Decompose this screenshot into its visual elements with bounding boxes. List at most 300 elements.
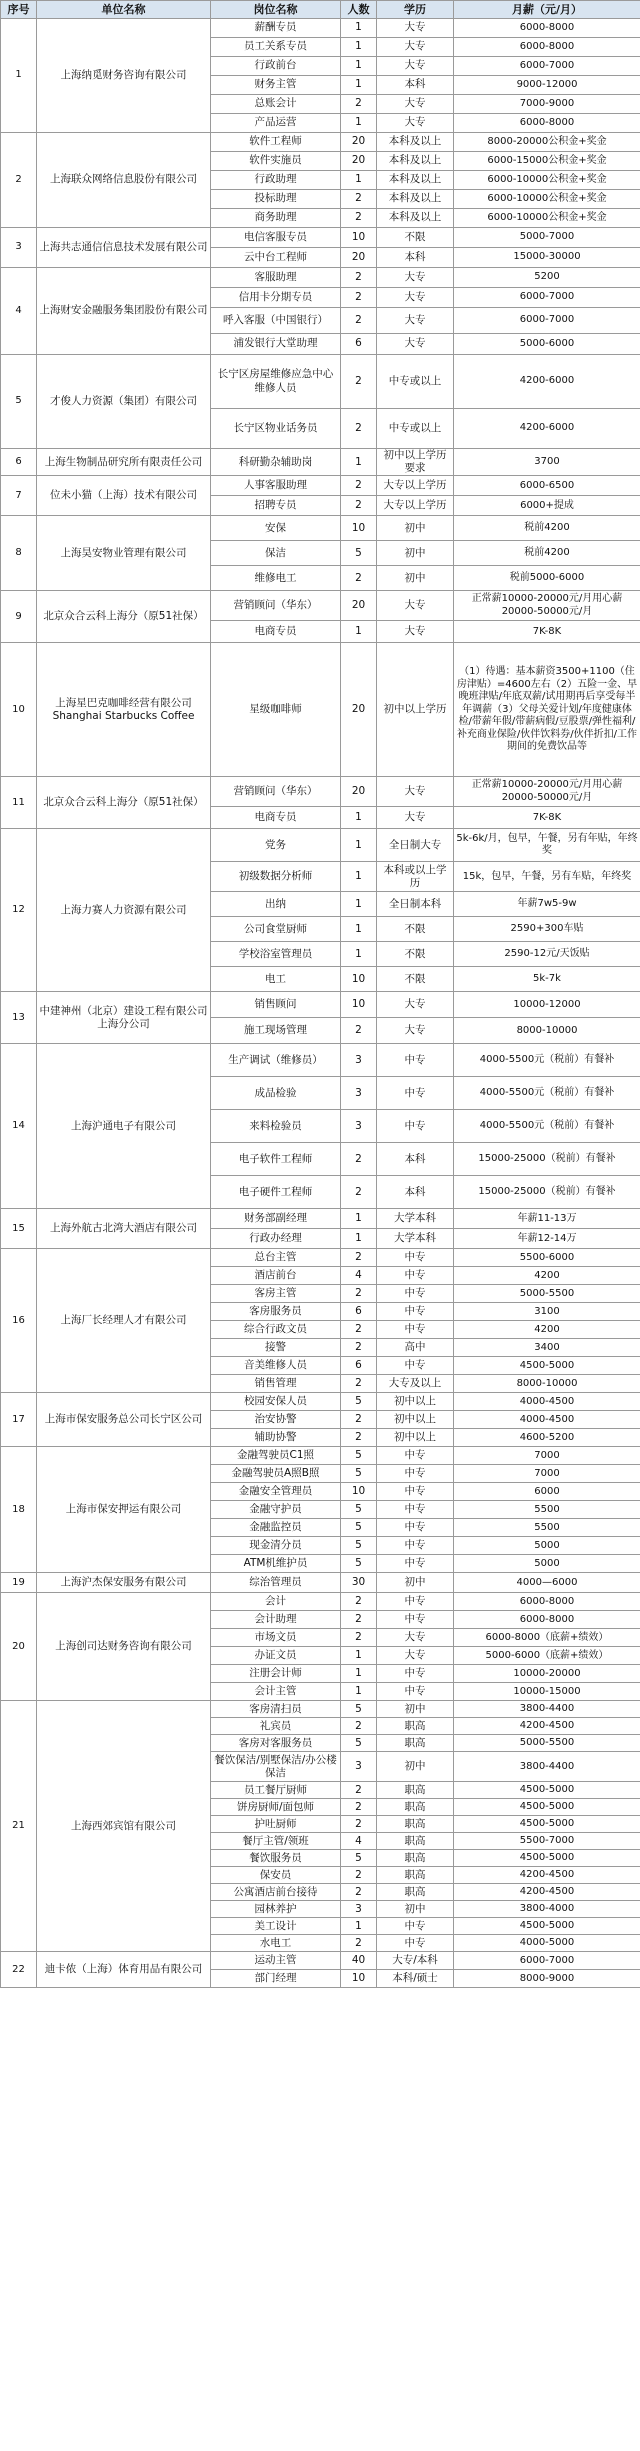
cell-count: 10 xyxy=(341,1483,377,1501)
table-row xyxy=(1,1209,640,1229)
cell-education: 本科及以上 xyxy=(377,190,454,209)
cell-salary: 6000-7000 xyxy=(454,308,640,334)
cell-seq: 8 xyxy=(1,516,37,591)
cell-education: 职高 xyxy=(377,1867,454,1884)
cell-position: 电信客服专员 xyxy=(211,228,341,248)
cell-count: 5 xyxy=(341,1501,377,1519)
cell-salary: 6000-8000 xyxy=(454,114,640,133)
cell-position: 接警 xyxy=(211,1339,341,1357)
cell-count: 6 xyxy=(341,334,377,355)
cell-salary: 2590+300车贴 xyxy=(454,917,640,942)
cell-education: 中专 xyxy=(377,1537,454,1555)
cell-education: 中专 xyxy=(377,1077,454,1110)
cell-education: 初中 xyxy=(377,541,454,566)
cell-position: 信用卡分期专员 xyxy=(211,288,341,308)
cell-position: 餐饮保洁/别墅保洁/办公楼保洁 xyxy=(211,1752,341,1782)
cell-count: 20 xyxy=(341,152,377,171)
cell-position: 会计 xyxy=(211,1593,341,1611)
cell-salary: 4500-5000 xyxy=(454,1816,640,1833)
cell-education: 全日制本科 xyxy=(377,892,454,917)
cell-education: 中专 xyxy=(377,1110,454,1143)
cell-count: 2 xyxy=(341,1339,377,1357)
cell-salary: 5500-7000 xyxy=(454,1833,640,1850)
header-position: 岗位名称 xyxy=(211,1,341,19)
table-row xyxy=(1,1701,640,1718)
cell-education: 中专 xyxy=(377,1249,454,1267)
cell-count: 10 xyxy=(341,967,377,992)
table-row xyxy=(1,1447,640,1465)
cell-seq: 14 xyxy=(1,1044,37,1209)
cell-salary: 6000-8000 xyxy=(454,38,640,57)
cell-education: 中专或以上 xyxy=(377,355,454,409)
cell-company: 上海市保安服务总公司长宁区公司 xyxy=(37,1393,211,1447)
cell-count: 10 xyxy=(341,228,377,248)
cell-position: 财务部副经理 xyxy=(211,1209,341,1229)
table-row xyxy=(1,777,640,807)
cell-education: 中专 xyxy=(377,1044,454,1077)
cell-education: 初中以上 xyxy=(377,1393,454,1411)
cell-count: 2 xyxy=(341,1718,377,1735)
cell-education: 大专 xyxy=(377,308,454,334)
cell-count: 1 xyxy=(341,807,377,829)
cell-count: 20 xyxy=(341,591,377,621)
cell-company: 才俊人力资源（集团）有限公司 xyxy=(37,355,211,449)
cell-count: 2 xyxy=(341,308,377,334)
cell-count: 2 xyxy=(341,1593,377,1611)
cell-count: 1 xyxy=(341,1209,377,1229)
cell-position: 星级咖啡师 xyxy=(211,643,341,777)
cell-salary: 5000-5500 xyxy=(454,1285,640,1303)
cell-position: 公司食堂厨师 xyxy=(211,917,341,942)
cell-count: 1 xyxy=(341,942,377,967)
cell-count: 2 xyxy=(341,1411,377,1429)
cell-position: 综治管理员 xyxy=(211,1573,341,1593)
cell-position: 总账会计 xyxy=(211,95,341,114)
cell-salary: 4200 xyxy=(454,1267,640,1285)
cell-salary: 4500-5000 xyxy=(454,1918,640,1935)
cell-salary: 5000-5500 xyxy=(454,1735,640,1752)
cell-salary: 6000-7000 xyxy=(454,288,640,308)
cell-education: 职高 xyxy=(377,1718,454,1735)
cell-position: 客房服务员 xyxy=(211,1303,341,1321)
cell-education: 大专 xyxy=(377,57,454,76)
cell-count: 20 xyxy=(341,777,377,807)
cell-position: 辅助协警 xyxy=(211,1429,341,1447)
cell-count: 2 xyxy=(341,1867,377,1884)
cell-position: 维修电工 xyxy=(211,566,341,591)
cell-company: 北京众合云科上海分（原51社保） xyxy=(37,591,211,643)
cell-salary: 4200 xyxy=(454,1321,640,1339)
cell-education: 不限 xyxy=(377,917,454,942)
cell-count: 5 xyxy=(341,1393,377,1411)
cell-seq: 10 xyxy=(1,643,37,777)
cell-salary: 3700 xyxy=(454,449,640,476)
cell-salary: 8000-20000公积金+奖金 xyxy=(454,133,640,152)
cell-education: 职高 xyxy=(377,1833,454,1850)
cell-education: 中专 xyxy=(377,1501,454,1519)
cell-education: 初中 xyxy=(377,566,454,591)
cell-company: 北京众合云科上海分（原51社保） xyxy=(37,777,211,829)
cell-salary: 4000-5000 xyxy=(454,1935,640,1952)
cell-salary: 8000-10000 xyxy=(454,1375,640,1393)
cell-education: 初中以上学历 xyxy=(377,643,454,777)
cell-position: 水电工 xyxy=(211,1935,341,1952)
cell-salary: 5000 xyxy=(454,1555,640,1573)
cell-position: 电子软件工程师 xyxy=(211,1143,341,1176)
cell-salary: 4500-5000 xyxy=(454,1799,640,1816)
cell-salary: 10000-12000 xyxy=(454,992,640,1018)
cell-count: 2 xyxy=(341,1249,377,1267)
cell-position: 护吐厨师 xyxy=(211,1816,341,1833)
cell-count: 5 xyxy=(341,1465,377,1483)
cell-count: 2 xyxy=(341,1321,377,1339)
cell-salary: 15000-25000（税前）有餐补 xyxy=(454,1176,640,1209)
cell-salary: 4500-5000 xyxy=(454,1782,640,1799)
cell-count: 2 xyxy=(341,209,377,228)
cell-salary: 4200-4500 xyxy=(454,1718,640,1735)
cell-salary: 5500 xyxy=(454,1501,640,1519)
cell-position: 电商专员 xyxy=(211,621,341,643)
cell-salary: 5000-7000 xyxy=(454,228,640,248)
cell-position: 呼入客服（中国银行） xyxy=(211,308,341,334)
cell-position: 科研勤杂辅助岗 xyxy=(211,449,341,476)
cell-position: 金融驾驶员C1照 xyxy=(211,1447,341,1465)
table-body xyxy=(1,19,640,1988)
cell-position: 学校浴室管理员 xyxy=(211,942,341,967)
cell-company: 上海昊安物业管理有限公司 xyxy=(37,516,211,591)
cell-seq: 17 xyxy=(1,1393,37,1447)
cell-position: 金融监控员 xyxy=(211,1519,341,1537)
cell-salary: 5200 xyxy=(454,268,640,288)
cell-company: 上海联众网络信息股份有限公司 xyxy=(37,133,211,228)
cell-seq: 7 xyxy=(1,476,37,516)
cell-count: 2 xyxy=(341,355,377,409)
cell-count: 2 xyxy=(341,1816,377,1833)
cell-salary: 6000+提成 xyxy=(454,496,640,516)
cell-education: 中专 xyxy=(377,1519,454,1537)
cell-company: 上海厂长经理人才有限公司 xyxy=(37,1249,211,1393)
cell-education: 本科 xyxy=(377,1176,454,1209)
cell-count: 1 xyxy=(341,1683,377,1701)
cell-count: 2 xyxy=(341,288,377,308)
cell-count: 2 xyxy=(341,1884,377,1901)
cell-company: 上海星巴克咖啡经营有限公司 Shanghai Starbucks Coffee xyxy=(37,643,211,777)
cell-education: 初中以上学历要求 xyxy=(377,449,454,476)
cell-seq: 16 xyxy=(1,1249,37,1393)
cell-education: 初中 xyxy=(377,516,454,541)
cell-education: 大专 xyxy=(377,95,454,114)
cell-education: 大专 xyxy=(377,1629,454,1647)
table-row xyxy=(1,228,640,248)
cell-salary: 税前5000-6000 xyxy=(454,566,640,591)
cell-count: 1 xyxy=(341,862,377,892)
cell-company: 上海沪杰保安服务有限公司 xyxy=(37,1573,211,1593)
cell-position: 财务主管 xyxy=(211,76,341,95)
cell-salary: 15000-30000 xyxy=(454,248,640,268)
cell-count: 1 xyxy=(341,1918,377,1935)
cell-position: 注册会计师 xyxy=(211,1665,341,1683)
cell-salary: 4200-6000 xyxy=(454,409,640,449)
cell-position: 销售顾问 xyxy=(211,992,341,1018)
cell-count: 3 xyxy=(341,1110,377,1143)
cell-count: 5 xyxy=(341,1555,377,1573)
cell-salary: 5000-6000（底薪+绩效） xyxy=(454,1647,640,1665)
cell-education: 本科 xyxy=(377,76,454,95)
cell-education: 大专/本科 xyxy=(377,1952,454,1970)
cell-count: 1 xyxy=(341,76,377,95)
cell-salary: 5000-6000 xyxy=(454,334,640,355)
cell-seq: 9 xyxy=(1,591,37,643)
cell-count: 20 xyxy=(341,248,377,268)
cell-education: 中专 xyxy=(377,1611,454,1629)
cell-education: 职高 xyxy=(377,1816,454,1833)
header-company: 单位名称 xyxy=(37,1,211,19)
cell-salary: 税前4200 xyxy=(454,516,640,541)
cell-count: 1 xyxy=(341,57,377,76)
cell-position: 饼房厨师/面包师 xyxy=(211,1799,341,1816)
cell-education: 不限 xyxy=(377,967,454,992)
cell-salary: 6000-8000（底薪+绩效） xyxy=(454,1629,640,1647)
cell-salary: 年薪12-14万 xyxy=(454,1229,640,1249)
cell-salary: 6000-7000 xyxy=(454,1952,640,1970)
cell-company: 上海财安金融服务集团股份有限公司 xyxy=(37,268,211,355)
cell-salary: 6000-8000 xyxy=(454,19,640,38)
cell-salary: 5500-6000 xyxy=(454,1249,640,1267)
cell-education: 初中 xyxy=(377,1752,454,1782)
cell-education: 中专 xyxy=(377,1935,454,1952)
cell-position: 营销顾问（华东） xyxy=(211,777,341,807)
cell-count: 3 xyxy=(341,1077,377,1110)
cell-salary: 4200-4500 xyxy=(454,1884,640,1901)
cell-position: 金融守护员 xyxy=(211,1501,341,1519)
cell-education: 本科/硕士 xyxy=(377,1970,454,1988)
header-seq: 序号 xyxy=(1,1,37,19)
cell-company: 上海纳觅财务咨询有限公司 xyxy=(37,19,211,133)
cell-seq: 18 xyxy=(1,1447,37,1573)
cell-salary: 6000-8000 xyxy=(454,1593,640,1611)
cell-salary: 5k-7k xyxy=(454,967,640,992)
cell-count: 3 xyxy=(341,1044,377,1077)
cell-salary: 6000-6500 xyxy=(454,476,640,496)
table-row xyxy=(1,1573,640,1593)
cell-position: 会计主管 xyxy=(211,1683,341,1701)
cell-position: 公寓酒店前台接待 xyxy=(211,1884,341,1901)
cell-position: 薪酬专员 xyxy=(211,19,341,38)
cell-seq: 4 xyxy=(1,268,37,355)
cell-education: 大专 xyxy=(377,38,454,57)
cell-education: 不限 xyxy=(377,942,454,967)
cell-position: 电商专员 xyxy=(211,807,341,829)
cell-education: 大专以上学历 xyxy=(377,496,454,516)
cell-count: 2 xyxy=(341,566,377,591)
cell-position: 会计助理 xyxy=(211,1611,341,1629)
table-row xyxy=(1,133,640,152)
cell-education: 中专 xyxy=(377,1285,454,1303)
cell-position: 酒店前台 xyxy=(211,1267,341,1285)
cell-count: 2 xyxy=(341,1018,377,1044)
cell-salary: 6000 xyxy=(454,1483,640,1501)
cell-count: 5 xyxy=(341,1519,377,1537)
table-row xyxy=(1,1593,640,1611)
header-salary: 月薪（元/月） xyxy=(454,1,640,19)
table-row xyxy=(1,591,640,621)
cell-seq: 22 xyxy=(1,1952,37,1988)
cell-position: 行政前台 xyxy=(211,57,341,76)
cell-position: 餐厅主管/领班 xyxy=(211,1833,341,1850)
cell-count: 1 xyxy=(341,829,377,862)
cell-education: 职高 xyxy=(377,1884,454,1901)
cell-salary: 4200-6000 xyxy=(454,355,640,409)
cell-education: 大专 xyxy=(377,777,454,807)
cell-salary: 6000-10000公积金+奖金 xyxy=(454,171,640,190)
cell-count: 10 xyxy=(341,1970,377,1988)
cell-education: 本科及以上 xyxy=(377,152,454,171)
cell-count: 4 xyxy=(341,1267,377,1285)
cell-count: 1 xyxy=(341,19,377,38)
cell-education: 初中 xyxy=(377,1901,454,1918)
cell-education: 大专以上学历 xyxy=(377,476,454,496)
cell-seq: 12 xyxy=(1,829,37,992)
cell-count: 5 xyxy=(341,541,377,566)
table-row xyxy=(1,1393,640,1411)
table-row xyxy=(1,992,640,1018)
cell-salary: 4600-5200 xyxy=(454,1429,640,1447)
cell-count: 4 xyxy=(341,1833,377,1850)
cell-seq: 20 xyxy=(1,1593,37,1701)
cell-company: 上海外航古北湾大酒店有限公司 xyxy=(37,1209,211,1249)
cell-count: 5 xyxy=(341,1537,377,1555)
cell-education: 大学本科 xyxy=(377,1209,454,1229)
cell-salary: 10000-20000 xyxy=(454,1665,640,1683)
cell-position: 客房对客服务员 xyxy=(211,1735,341,1752)
cell-education: 大专及以上 xyxy=(377,1375,454,1393)
cell-count: 1 xyxy=(341,892,377,917)
cell-count: 5 xyxy=(341,1850,377,1867)
cell-count: 2 xyxy=(341,95,377,114)
cell-salary: 正常薪10000-20000元/月用心薪20000-50000元/月 xyxy=(454,777,640,807)
cell-position: 客服助理 xyxy=(211,268,341,288)
cell-count: 20 xyxy=(341,643,377,777)
cell-position: 软件工程师 xyxy=(211,133,341,152)
cell-salary: 4200-4500 xyxy=(454,1867,640,1884)
cell-count: 2 xyxy=(341,1143,377,1176)
cell-salary: 3100 xyxy=(454,1303,640,1321)
cell-salary: 10000-15000 xyxy=(454,1683,640,1701)
cell-education: 中专 xyxy=(377,1465,454,1483)
cell-education: 初中 xyxy=(377,1573,454,1593)
cell-position: 施工现场管理 xyxy=(211,1018,341,1044)
cell-education: 本科 xyxy=(377,1143,454,1176)
cell-position: 电子硬件工程师 xyxy=(211,1176,341,1209)
cell-position: 办证文员 xyxy=(211,1647,341,1665)
table-row xyxy=(1,449,640,476)
cell-position: 出纳 xyxy=(211,892,341,917)
cell-company: 上海生物制品研究所有限责任公司 xyxy=(37,449,211,476)
cell-education: 全日制大专 xyxy=(377,829,454,862)
cell-education: 本科 xyxy=(377,248,454,268)
cell-education: 大专 xyxy=(377,1018,454,1044)
cell-education: 中专 xyxy=(377,1303,454,1321)
cell-salary: 9000-12000 xyxy=(454,76,640,95)
cell-salary: 4500-5000 xyxy=(454,1850,640,1867)
cell-education: 大专 xyxy=(377,1647,454,1665)
cell-position: 安保 xyxy=(211,516,341,541)
table-header-row xyxy=(1,1,640,19)
cell-position: 金融驾驶员A照B照 xyxy=(211,1465,341,1483)
cell-count: 1 xyxy=(341,38,377,57)
cell-count: 30 xyxy=(341,1573,377,1593)
cell-company: 上海市保安押运有限公司 xyxy=(37,1447,211,1573)
cell-salary: 6000-10000公积金+奖金 xyxy=(454,190,640,209)
cell-position: 员工关系专员 xyxy=(211,38,341,57)
cell-company: 迪卡侬（上海）体育用品有限公司 xyxy=(37,1952,211,1988)
cell-education: 中专 xyxy=(377,1593,454,1611)
table-row xyxy=(1,19,640,38)
cell-position: ATM机维护员 xyxy=(211,1555,341,1573)
cell-count: 2 xyxy=(341,1629,377,1647)
cell-count: 40 xyxy=(341,1952,377,1970)
cell-company: 中建神州（北京）建设工程有限公司上海分公司 xyxy=(37,992,211,1044)
cell-education: 初中以上 xyxy=(377,1429,454,1447)
header-count: 人数 xyxy=(341,1,377,19)
cell-position: 营销顾问（华东） xyxy=(211,591,341,621)
cell-count: 5 xyxy=(341,1701,377,1718)
cell-count: 1 xyxy=(341,114,377,133)
cell-position: 音美维修人员 xyxy=(211,1357,341,1375)
table-row xyxy=(1,476,640,496)
cell-count: 10 xyxy=(341,516,377,541)
cell-salary: 3800-4400 xyxy=(454,1752,640,1782)
cell-salary: 7K-8K xyxy=(454,621,640,643)
cell-position: 人事客服助理 xyxy=(211,476,341,496)
cell-company: 上海共志通信信息技术发展有限公司 xyxy=(37,228,211,268)
cell-education: 高中 xyxy=(377,1339,454,1357)
cell-education: 不限 xyxy=(377,228,454,248)
cell-seq: 11 xyxy=(1,777,37,829)
cell-education: 初中 xyxy=(377,1701,454,1718)
cell-company: 位未小猫（上海）技术有限公司 xyxy=(37,476,211,516)
table-row xyxy=(1,643,640,777)
cell-count: 1 xyxy=(341,1665,377,1683)
cell-count: 1 xyxy=(341,449,377,476)
cell-salary: 3800-4400 xyxy=(454,1701,640,1718)
cell-salary: 8000-9000 xyxy=(454,1970,640,1988)
cell-salary: 6000-7000 xyxy=(454,57,640,76)
cell-salary: 正常薪10000-20000元/月用心薪20000-50000元/月 xyxy=(454,591,640,621)
cell-salary: 2590-12元/天饭贴 xyxy=(454,942,640,967)
cell-education: 大专 xyxy=(377,334,454,355)
cell-seq: 2 xyxy=(1,133,37,228)
cell-count: 2 xyxy=(341,1285,377,1303)
cell-salary: 6000-15000公积金+奖金 xyxy=(454,152,640,171)
cell-education: 大专 xyxy=(377,591,454,621)
cell-education: 大专 xyxy=(377,288,454,308)
cell-position: 软件实施员 xyxy=(211,152,341,171)
cell-count: 2 xyxy=(341,1176,377,1209)
cell-count: 2 xyxy=(341,1799,377,1816)
table-row xyxy=(1,1952,640,1970)
cell-education: 中专或以上 xyxy=(377,409,454,449)
cell-position: 运动主管 xyxy=(211,1952,341,1970)
cell-seq: 1 xyxy=(1,19,37,133)
cell-position: 来料检验员 xyxy=(211,1110,341,1143)
cell-education: 中专 xyxy=(377,1321,454,1339)
table-row xyxy=(1,355,640,409)
cell-salary: 4500-5000 xyxy=(454,1357,640,1375)
cell-position: 保安员 xyxy=(211,1867,341,1884)
cell-salary: 5500 xyxy=(454,1519,640,1537)
cell-count: 5 xyxy=(341,1447,377,1465)
